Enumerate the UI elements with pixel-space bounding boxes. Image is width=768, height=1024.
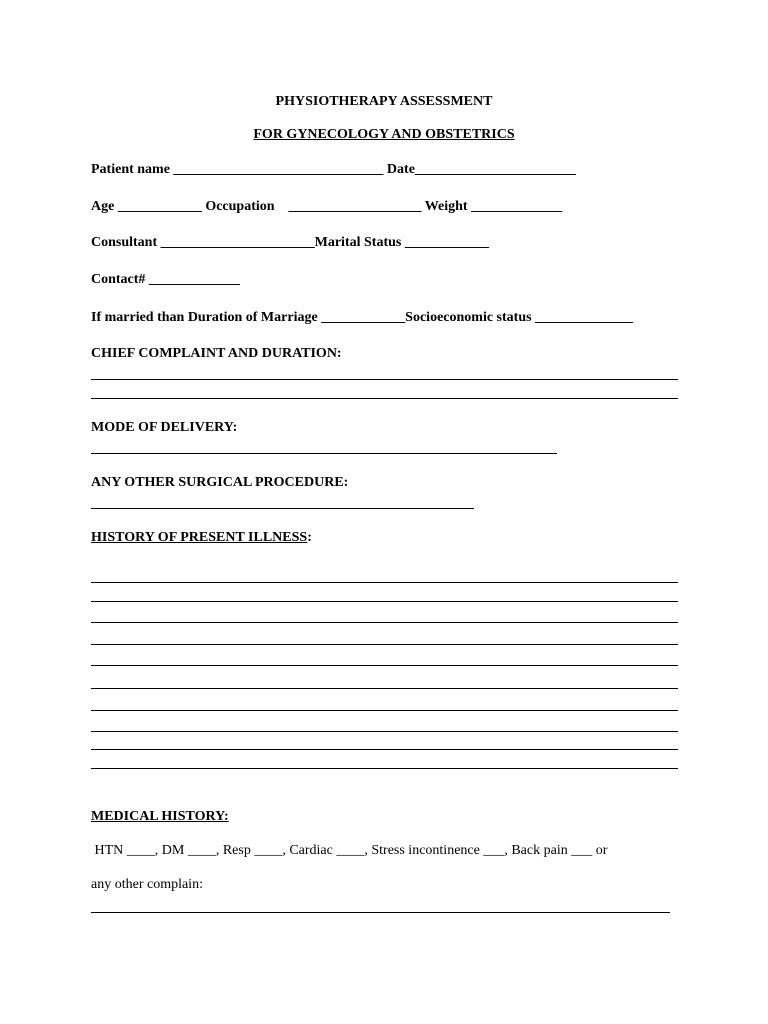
history-line-6[interactable]: [91, 688, 678, 689]
consultant-marital-status-field[interactable]: Consultant ______________________Marital Status ____________: [91, 235, 489, 250]
history-present-illness-label: HISTORY OF PRESENT ILLNESS: [91, 530, 308, 545]
medical-history-heading: MEDICAL HISTORY:: [91, 809, 229, 824]
history-line-5[interactable]: [91, 665, 678, 666]
history-line-9[interactable]: [91, 749, 678, 750]
history-line-1[interactable]: [91, 582, 678, 583]
history-line-4[interactable]: [91, 644, 678, 645]
history-present-illness-heading: [91, 530, 312, 546]
chief-complaint-line-2[interactable]: [91, 398, 678, 399]
surgical-procedure-line[interactable]: [91, 508, 474, 509]
history-line-8[interactable]: [91, 731, 678, 732]
mode-of-delivery-line[interactable]: [91, 453, 557, 454]
form-title: PHYSIOTHERAPY ASSESSMENT: [275, 94, 493, 109]
other-complaint-line[interactable]: [91, 912, 670, 913]
other-complaint-label: any other complain:: [91, 877, 203, 892]
history-line-3[interactable]: [91, 622, 678, 623]
history-line-10[interactable]: [91, 768, 678, 769]
history-line-2[interactable]: [91, 601, 678, 602]
marriage-socioeconomic-field[interactable]: If married than Duration of Marriage ____________Socioeconomic status ______________: [91, 310, 634, 325]
patient-name-date-field[interactable]: Patient name ______________________________ Date_______________________: [91, 162, 576, 177]
medical-history-conditions[interactable]: HTN ____, DM ____, Resp ____, Cardiac ____, Stress incontinence ___, Back pain ___ or: [91, 843, 608, 858]
form-subtitle: FOR GYNECOLOGY AND OBSTETRICS: [253, 127, 515, 142]
surgical-procedure-heading: ANY OTHER SURGICAL PROCEDURE:: [91, 475, 349, 490]
age-occupation-weight-field[interactable]: Age ____________ Occupation ___________________ Weight _____________: [91, 199, 563, 214]
contact-field[interactable]: Contact# _____________: [91, 272, 240, 287]
mode-of-delivery-heading: MODE OF DELIVERY:: [91, 420, 238, 435]
chief-complaint-line-1[interactable]: [91, 379, 678, 380]
chief-complaint-heading: CHIEF COMPLAINT AND DURATION:: [91, 346, 342, 361]
history-present-illness-colon: :: [307, 530, 312, 545]
history-line-7[interactable]: [91, 710, 678, 711]
